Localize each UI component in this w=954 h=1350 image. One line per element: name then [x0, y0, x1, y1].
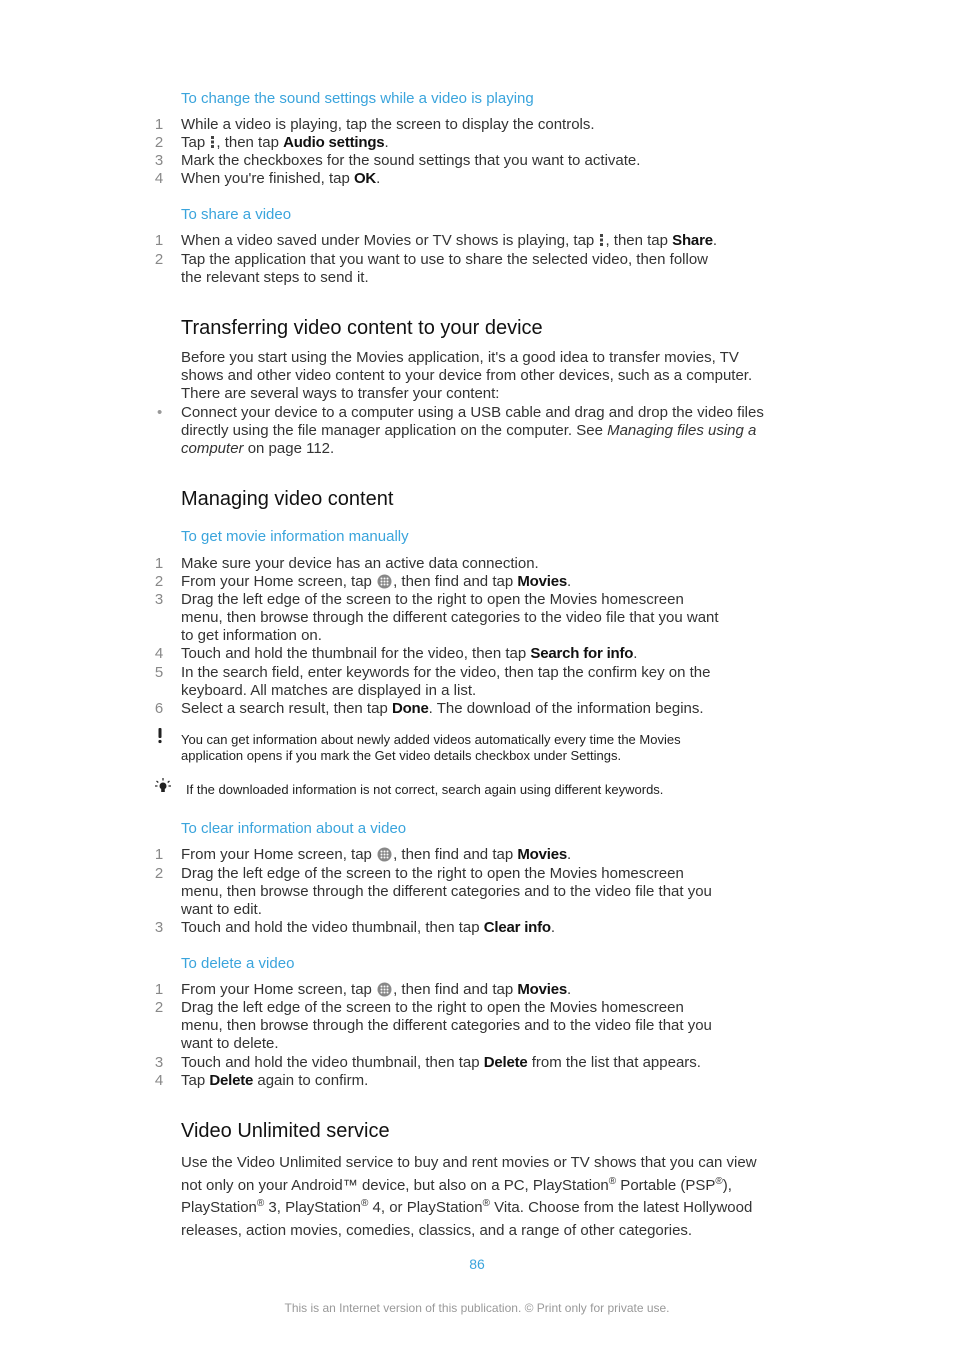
- bullet-text: Connect your device to a computer using a USB cable and drag and drop the video files directly using the file manager application on the computer. See Managing files using a computer on page 112.: [181, 404, 764, 457]
- step-text: When you're finished, tap OK.: [181, 170, 381, 187]
- step-text: Touch and hold the thumbnail for the video, then tap Search for info.: [181, 645, 638, 662]
- step-text: From your Home screen, tap , then find and tap Movies.: [181, 846, 572, 863]
- step-number: 3: [154, 152, 164, 169]
- subheading-share-video: To share a video: [181, 206, 292, 223]
- ui-term: Share: [672, 232, 713, 249]
- ui-term: Movies: [517, 846, 567, 863]
- apps-icon: [377, 847, 392, 862]
- subheading-clear-info: To clear information about a video: [181, 820, 407, 837]
- heading-transferring: Transferring video content to your device: [181, 317, 543, 339]
- paragraph: Before you start using the Movies application, it's a good idea to transfer movies, TV shows and other video content to your device from other devices, such as a computer. There are several ways to transfer your content:: [181, 349, 753, 402]
- ui-term: Movies: [517, 981, 567, 998]
- step-number: 2: [154, 573, 164, 590]
- step-text: Drag the left edge of the screen to the right to open the Movies homescreen menu, then browse through the different categories and to the video file that you want to edit.: [181, 865, 712, 918]
- apps-icon: [377, 982, 392, 997]
- step-number: 2: [154, 999, 164, 1016]
- step-number: 2: [154, 251, 164, 268]
- step-number: 1: [154, 846, 164, 863]
- ui-term: Movies: [517, 573, 567, 590]
- menu-icon: [210, 136, 215, 148]
- page-number: 86: [469, 1256, 485, 1272]
- heading-video-unlimited: Video Unlimited service: [181, 1120, 390, 1142]
- bullet: •: [157, 404, 163, 421]
- ui-term: Audio settings: [283, 134, 385, 151]
- step-text: From your Home screen, tap , then find and tap Movies.: [181, 573, 572, 590]
- lightbulb-icon: [154, 777, 172, 795]
- step-text: Touch and hold the video thumbnail, then tap Delete from the list that appears.: [181, 1054, 701, 1071]
- footer-text: This is an Internet version of this publication. © Print only for private use.: [284, 1301, 670, 1315]
- ui-term: Delete: [483, 1054, 528, 1071]
- step-text: In the search field, enter keywords for the video, then tap the confirm key on the keyboard. All matches are displayed in a list.: [181, 664, 711, 699]
- step-number: 3: [154, 919, 164, 936]
- step-text: Select a search result, then tap Done. The download of the information begins.: [181, 700, 704, 717]
- step-number: 5: [154, 664, 164, 681]
- step-number: 3: [154, 591, 164, 608]
- step-number: 4: [154, 645, 164, 662]
- step-text: Drag the left edge of the screen to the right to open the Movies homescreen menu, then browse through the different categories to the video file that you want to get information on.: [181, 591, 719, 644]
- cross-reference-link[interactable]: Managing files using a: [607, 422, 757, 439]
- subheading-delete-video: To delete a video: [181, 955, 295, 972]
- ui-term: Done: [391, 700, 429, 717]
- paragraph: Use the Video Unlimited service to buy and rent movies or TV shows that you can view not only on your Android™ device, but also on a PC, PlayStation® Portable (PSP®), PlayStation® 3, PlayStation® 4, or PlayStation® Vita. Choose from the latest Hollywood releases, action movies, comedies, classics, and a range of other categories.: [181, 1154, 757, 1239]
- step-text: Touch and hold the video thumbnail, then tap Clear info.: [181, 919, 556, 936]
- menu-icon: [599, 234, 604, 246]
- step-number: 1: [154, 232, 164, 249]
- apps-icon: [377, 574, 392, 589]
- step-text: Tap Delete again to confirm.: [181, 1072, 369, 1089]
- ui-term: Clear info: [483, 919, 551, 936]
- step-text: While a video is playing, tap the screen to display the controls.: [181, 116, 595, 133]
- step-number: 6: [154, 700, 164, 717]
- heading-managing: Managing video content: [181, 488, 394, 510]
- ui-term: Delete: [209, 1072, 254, 1089]
- step-number: 2: [154, 865, 164, 882]
- step-number: 1: [154, 981, 164, 998]
- step-number: 4: [154, 170, 164, 187]
- note-text: You can get information about newly added videos automatically every time the Movies application opens if you mark the Get video details checkbox under Settings.: [181, 732, 681, 763]
- subheading-sound-settings: To change the sound settings while a video is playing: [181, 90, 534, 107]
- warning-icon: [157, 728, 163, 744]
- step-text: Make sure your device has an active data connection.: [181, 555, 539, 572]
- cross-reference-link[interactable]: computer: [181, 440, 244, 457]
- step-text: When a video saved under Movies or TV shows is playing, tap , then tap Share.: [181, 232, 718, 249]
- step-text: Mark the checkboxes for the sound settings that you want to activate.: [181, 152, 641, 169]
- step-number: 2: [154, 134, 164, 151]
- ui-term: OK: [353, 170, 377, 187]
- step-number: 1: [154, 555, 164, 572]
- step-text: From your Home screen, tap , then find and tap Movies.: [181, 981, 572, 998]
- step-text: Drag the left edge of the screen to the right to open the Movies homescreen menu, then browse through the different categories and to the video file that you want to delete.: [181, 999, 712, 1052]
- step-number: 4: [154, 1072, 164, 1089]
- step-number: 3: [154, 1054, 164, 1071]
- tip-text: If the downloaded information is not correct, search again using different keywords.: [186, 782, 664, 797]
- step-text: Tap , then tap Audio settings.: [181, 134, 389, 151]
- step-number: 1: [154, 116, 164, 133]
- subheading-movie-info: To get movie information manually: [181, 528, 409, 545]
- ui-term: Search for info: [530, 645, 634, 662]
- step-text: Tap the application that you want to use to share the selected video, then follow the relevant steps to send it.: [181, 251, 709, 286]
